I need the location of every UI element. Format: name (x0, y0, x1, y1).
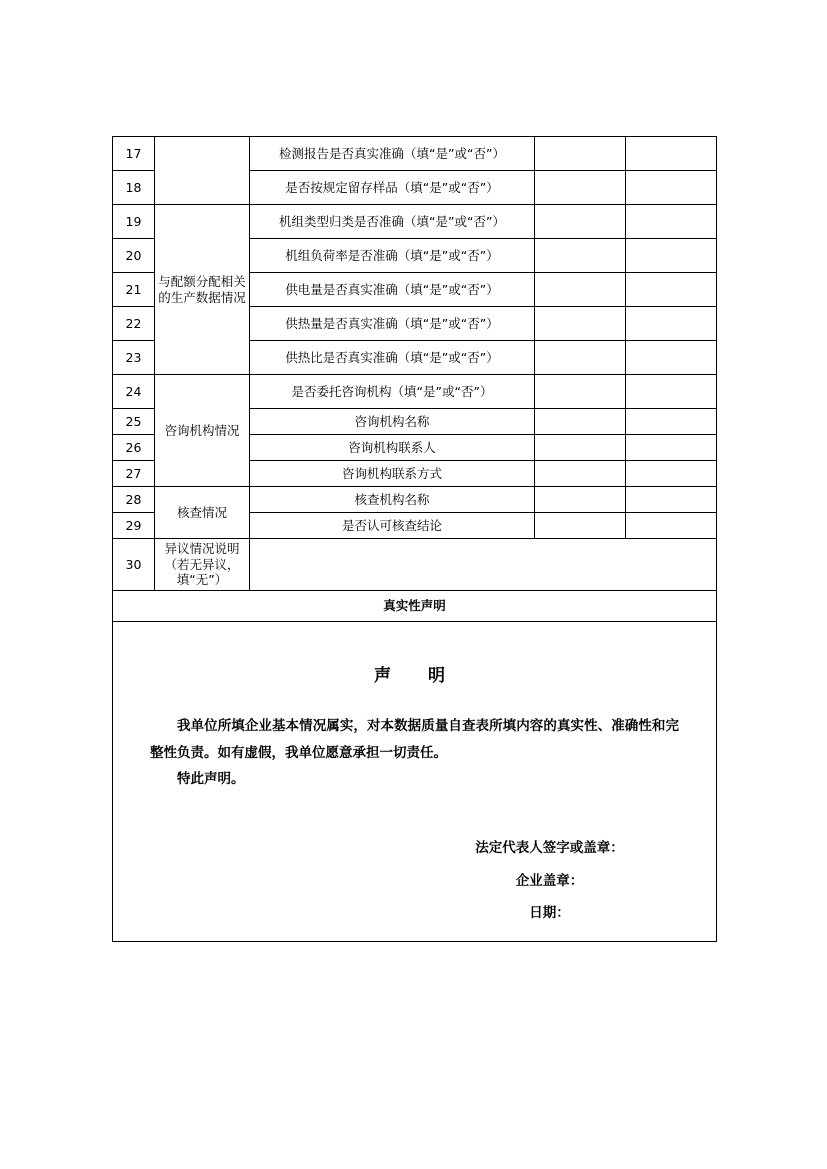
row-answer-a[interactable] (535, 487, 626, 513)
company-seal-label[interactable]: 企业盖章： (515, 872, 584, 889)
row-number: 25 (113, 409, 155, 435)
row-item-text: 供电量是否真实准确（填“是”或“否”） (250, 273, 535, 307)
row-number: 29 (113, 513, 155, 539)
row-number: 26 (113, 435, 155, 461)
row-answer-a[interactable] (535, 409, 626, 435)
row-answer-a[interactable] (535, 435, 626, 461)
row-item-text: 咨询机构名称 (250, 409, 535, 435)
row-note-input[interactable] (250, 539, 717, 591)
row-item-text: 是否委托咨询机构（填“是”或“否”） (250, 375, 535, 409)
row-answer-b[interactable] (626, 205, 717, 239)
row-number: 23 (113, 341, 155, 375)
row-item-text: 核查机构名称 (250, 487, 535, 513)
row-answer-b[interactable] (626, 435, 717, 461)
row-answer-a[interactable] (535, 205, 626, 239)
declaration-paragraph-2: 特此声明。 (177, 770, 245, 787)
row-item-text: 检测报告是否真实准确（填“是”或“否”） (250, 137, 535, 171)
row-answer-b[interactable] (626, 341, 717, 375)
row-item-text: 咨询机构联系人 (250, 435, 535, 461)
row-answer-b[interactable] (626, 375, 717, 409)
row-item-text: 咨询机构联系方式 (250, 461, 535, 487)
row-number: 18 (113, 171, 155, 205)
legal-representative-signature-label[interactable]: 法定代表人签字或盖章： (475, 840, 624, 857)
table-row (113, 205, 717, 239)
row-group-label: 异议情况说明（若无异议，填“无”） (155, 539, 250, 591)
row-group-label: 咨询机构情况 (155, 375, 250, 487)
row-answer-a[interactable] (535, 341, 626, 375)
row-answer-b[interactable] (626, 273, 717, 307)
row-answer-b[interactable] (626, 487, 717, 513)
row-answer-b[interactable] (626, 461, 717, 487)
row-answer-b[interactable] (626, 513, 717, 539)
row-answer-a[interactable] (535, 461, 626, 487)
row-answer-b[interactable] (626, 307, 717, 341)
row-answer-b[interactable] (626, 409, 717, 435)
row-number: 24 (113, 375, 155, 409)
self-inspection-table (112, 136, 717, 942)
row-number: 17 (113, 137, 155, 171)
row-item-text: 是否认可核查结论 (250, 513, 535, 539)
row-answer-b[interactable] (626, 239, 717, 273)
row-item-text: 机组类型归类是否准确（填“是”或“否”） (250, 205, 535, 239)
declaration-heading: 声 明 (374, 666, 455, 686)
table-row (113, 375, 717, 409)
row-answer-a[interactable] (535, 513, 626, 539)
row-answer-b[interactable] (626, 171, 717, 205)
row-item-text: 是否按规定留存样品（填“是”或“否”） (250, 171, 535, 205)
row-answer-b[interactable] (626, 137, 717, 171)
table-row (113, 539, 717, 591)
row-number: 27 (113, 461, 155, 487)
signature-block (150, 832, 679, 929)
row-answer-a[interactable] (535, 137, 626, 171)
row-number: 20 (113, 239, 155, 273)
table-row (113, 487, 717, 513)
declaration-paragraph-1: 我单位所填企业基本情况属实，对本数据质量自查表所填内容的真实性、准确性和完整性负责。如有虚假，我单位愿意承担一切责任。 (150, 718, 679, 761)
declaration-section-title: 真实性声明 (113, 591, 717, 622)
row-answer-a[interactable] (535, 307, 626, 341)
row-number: 19 (113, 205, 155, 239)
row-number: 22 (113, 307, 155, 341)
declaration-body-cell (113, 622, 717, 942)
row-item-text: 供热量是否真实准确（填“是”或“否”） (250, 307, 535, 341)
row-group-label: 与配额分配相关的生产数据情况 (155, 205, 250, 375)
declaration-title-row (113, 591, 717, 622)
row-answer-a[interactable] (535, 171, 626, 205)
date-label[interactable]: 日期： (529, 904, 570, 921)
row-answer-a[interactable] (535, 273, 626, 307)
row-number: 30 (113, 539, 155, 591)
row-answer-a[interactable] (535, 375, 626, 409)
row-number: 21 (113, 273, 155, 307)
table-row (113, 137, 717, 171)
row-number: 28 (113, 487, 155, 513)
row-group-label (155, 137, 250, 205)
declaration-body-row (113, 622, 717, 942)
row-group-label: 核查情况 (155, 487, 250, 539)
row-answer-a[interactable] (535, 239, 626, 273)
declaration-content (116, 624, 713, 939)
row-item-text: 机组负荷率是否准确（填“是”或“否”） (250, 239, 535, 273)
row-item-text: 供热比是否真实准确（填“是”或“否”） (250, 341, 535, 375)
